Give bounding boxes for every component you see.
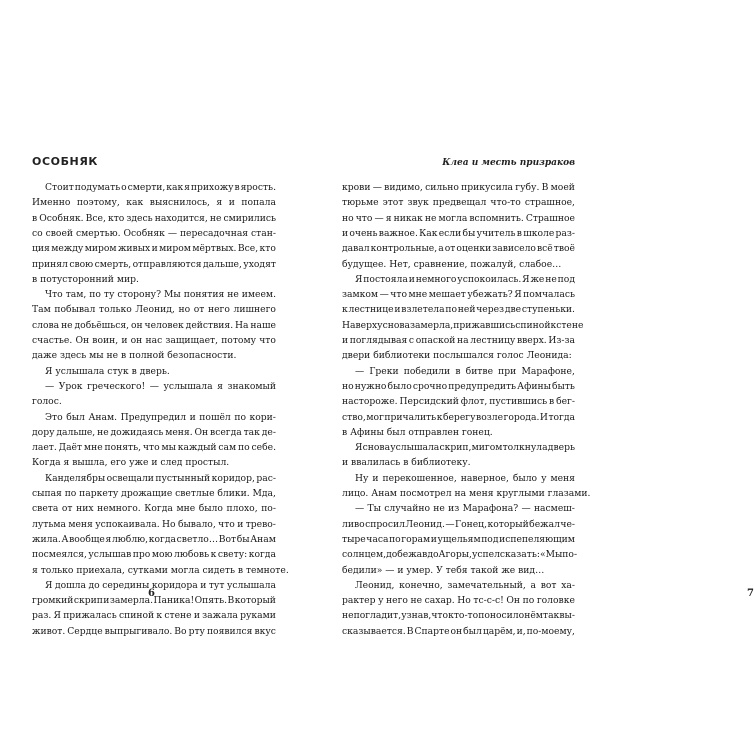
text-line: жила. А вообще я люблю, когда светло… Вот бы Анам [32,533,276,545]
text-line: сыпая по паркету дрожащие светлые блики. Мда, [32,488,276,499]
text-line: крови — видимо, сильно прикусила губу. В моей [342,182,575,193]
text-line: голос. [32,396,62,408]
text-line: Я постояла и немного успокоилась. Я же не под [355,273,575,285]
text-line: Там побывал только Леонид, но от него лишнего [32,304,276,316]
text-line: в Особняк. Все, кто здесь находится, не смирились [32,212,276,224]
text-line: Именно поэтому, как выяснилось, я и попала [32,197,276,209]
text-line: счастье. Он воин, и он нас защищает, потому что [32,335,276,346]
text-line: ция между миром живых и миром мёртвых. Все, кто [32,243,276,255]
text-line: посмеялся, услышав про мою любовь к свету: когда [32,549,276,561]
text-line: в потусторонний мир. [32,273,139,285]
text-line: со своей смертью. Особняк — пересадочная стан- [32,227,276,239]
text-line: лицо. Анам посмотрел на меня круглыми глазами. [342,488,591,499]
text-line: настороже. Персидский флот, пустившись в бег- [342,396,575,408]
text-line: будущее. Нет, сравнение, пожалуй, слабое… [342,258,562,270]
text-line: солнцем, добежав до Агоры, успел сказать: «Мы по- [342,549,578,561]
text-line: я только приехала, сутками могла сидеть в темноте. [32,564,289,576]
text-line: Наверху снова замерла, прижавшись спиной к стене [342,319,584,331]
text-line: Когда я вышла, его уже и след простыл. [32,457,230,469]
text-line: света от них немного. Когда мне было плохо, по- [32,503,276,515]
left-page [0,0,300,750]
text-line: ливо спросил Леонид. — Гонец, который бежал че- [342,518,575,530]
text-line: Что там, по ту сторону? Мы понятия не имеем. [45,289,276,301]
text-line: Я дошла до середины коридора и тут услышала [45,579,276,591]
text-line: раз. Я прижалась спиной к стене и зажала руками [32,610,276,622]
text-line: бедили» — и умер. У тебя такой же вид… [342,564,545,576]
text-line: ство, мог причалить к берегу возле города. И тогда [342,411,575,423]
text-line: и ввалилась в библиотеку. [342,457,471,469]
text-line: живот. Сердце выпрыгивало. Во рту появился вкус [32,625,276,637]
text-line: Я услышала стук в дверь. [45,365,170,377]
text-line: Это был Анам. Предупредил и пошёл по кори- [45,411,276,423]
running-head-right: Клеа и месть призраков [442,158,575,168]
text-line: — Урок греческого! — услышала я знакомый [45,380,276,392]
text-line: и поглядывая с опаской на лестницу вверх. Из-за [342,335,575,346]
text-line: и очень важное. Как если бы учитель в школе раз- [342,227,575,239]
text-line: даже здесь мы не в полной безопасности. [32,350,237,362]
text-line: лутьма меня успокаивала. Но бывало, что и трево- [32,518,276,530]
text-line: дору дальше, не дожидаясь меня. Он всегда так де- [32,426,276,438]
text-line: в Афины был отправлен гонец. [342,426,493,438]
text-line: двери библиотеки послышался голос Леонида: [342,350,572,362]
text-line: к лестнице и взлетела по ней через две ступеньки. [342,304,575,316]
text-line: Леонид, конечно, замечательный, а вот ха- [355,579,575,591]
text-line: принял свою смерть, отправляются дальше, уходят [32,258,276,270]
text-line: тыре часа по горам и ущельям под испепеляющим [342,533,575,545]
text-line: не погладит, узнав, что кто-то поносил о нём так вы- [342,610,575,622]
page-number-left: 6 [148,588,155,599]
text-line: давал контрольные, а от оценки зависело всё твоё [342,243,575,255]
running-head-left: ОСОБНЯК [32,155,99,168]
right-page [300,0,754,750]
text-line: рактер у него не сахар. Но тс-с-с! Он по головке [342,595,575,607]
page-number-right: 7 [747,588,754,599]
text-line: лает. Даёт мне понять, что мы каждый сам по себе. [32,442,276,454]
text-line: — Ты случайно не из Марафона? — насмеш- [355,503,575,515]
text-line: Ну и перекошенное, наверное, было у меня [355,472,575,484]
text-line: — Греки победили в битве при Марафоне, [355,365,575,377]
text-line: слова не добьёшься, он человек действия. На наше [32,319,276,331]
text-line: Канделябры освещали пустынный коридор, рас- [45,472,276,484]
text-line: Стоит подумать о смерти, как я прихожу в ярость. [45,182,276,193]
text-line: тюрьме этот звук предвещал что-то страшное, [342,197,575,209]
text-line: сказывается. В Спарте он был царём, и, по-моему, [342,625,575,637]
text-line: Я снова услышала скрип, мигом толкнула дверь [355,442,575,454]
text-line: громкий скрип и замерла. Паника! Опять. В который [32,595,276,607]
text-line: но нужно было срочно предупредить Афины быть [342,380,575,392]
text-line: замком — что мне мешает убежать? Я помчалась [342,289,575,301]
text-line: но что — я никак не могла вспомнить. Страшное [342,212,575,224]
